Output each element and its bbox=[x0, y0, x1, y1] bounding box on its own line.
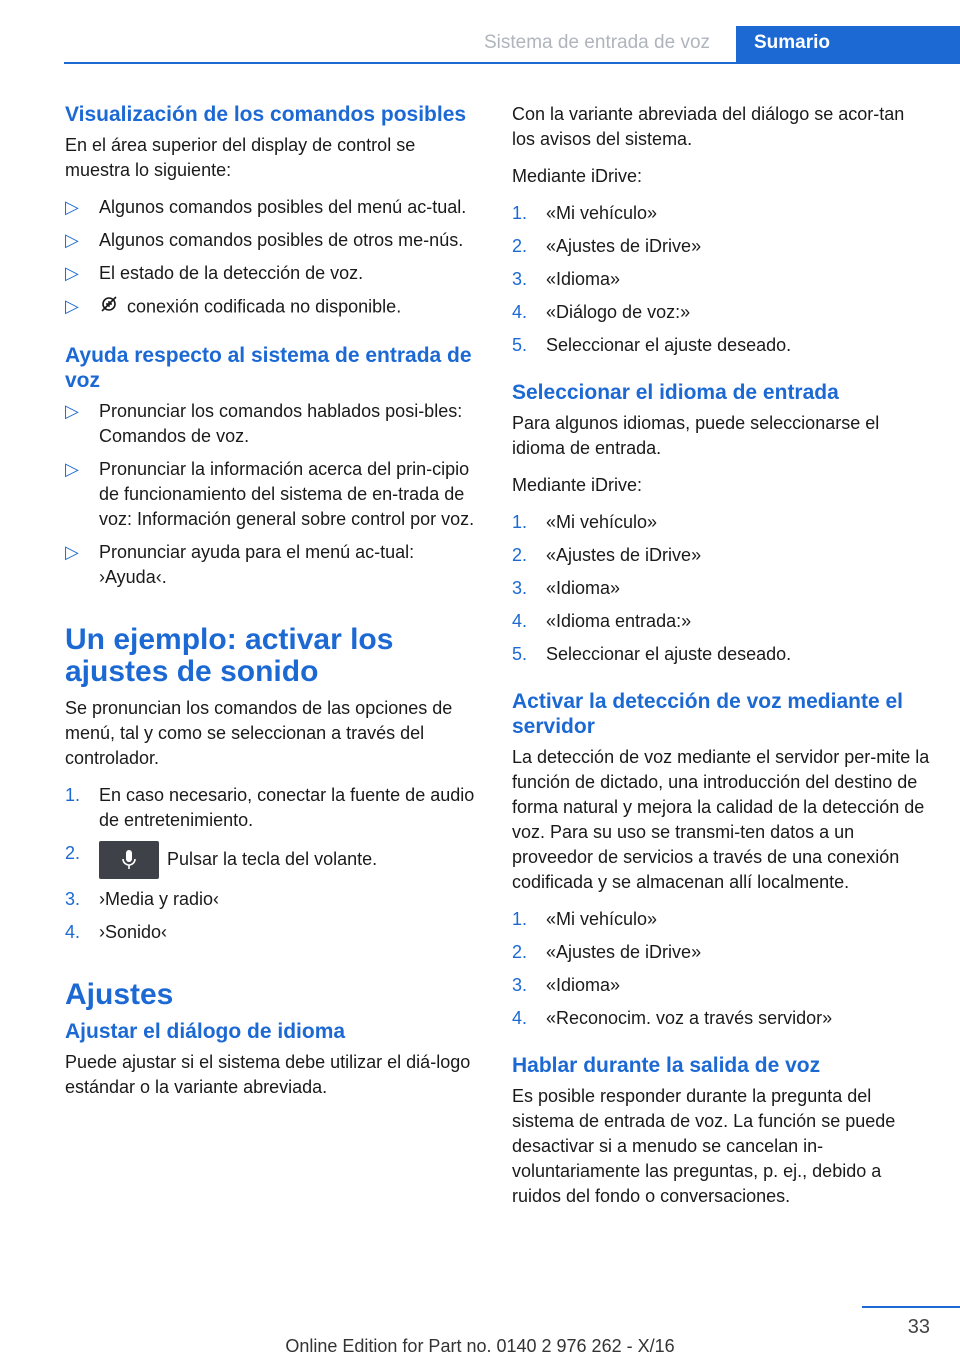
bullet-list bbox=[65, 399, 477, 590]
paragraph: La detección de voz mediante el servidor per‐mite la función de dictado, una introducción del destino de forma natural y mejora la calidad de la detección de voz. Para su uso se transmi‐ten datos a un proveedor de servicios a través de una conexión codificada y se almacenan allí localmente. bbox=[512, 747, 930, 892]
list-item: 4. «Diálogo de voz:» bbox=[512, 302, 691, 322]
paragraph: Con la variante abreviada del diálogo se acor‐tan los avisos del sistema. bbox=[512, 104, 905, 149]
paragraph: Mediante iDrive: bbox=[512, 166, 643, 186]
list-item: 3. «Idioma» bbox=[512, 578, 621, 598]
triangle-bullet-icon: ▷ bbox=[65, 230, 79, 250]
triangle-bullet-icon: ▷ bbox=[65, 401, 79, 421]
numbered-list bbox=[512, 907, 930, 1031]
section-heading: Hablar durante la salida de voz bbox=[512, 1054, 821, 1077]
list-item: 3. ›Media y radio‹ bbox=[65, 889, 220, 909]
list-item: 3. «Idioma» bbox=[512, 269, 621, 289]
header-tab-sumario[interactable]: Sumario bbox=[736, 26, 960, 62]
section-heading: Ayuda respecto al sistema de entrada de voz bbox=[65, 344, 472, 392]
triangle-bullet-icon: ▷ bbox=[65, 459, 79, 479]
section-heading: Seleccionar el idioma de entrada bbox=[512, 381, 839, 404]
right-column bbox=[512, 102, 930, 1221]
page-number-rule bbox=[862, 1306, 960, 1308]
list-item: 2. Pulsar la tecla del volante. bbox=[65, 841, 477, 879]
list-item: ▷ Algunos comandos posibles del menú ac‐tual. bbox=[65, 195, 477, 220]
list-item: ▷ Algunos comandos posibles de otros me‐nús. bbox=[65, 228, 477, 253]
list-item: 3. «Idioma» bbox=[512, 975, 621, 995]
section-heading: Visualización de los comandos posibles bbox=[65, 103, 467, 126]
list-item: 4. «Reconocim. voz a través servidor» bbox=[512, 1008, 833, 1028]
numbered-list bbox=[512, 510, 930, 667]
section-heading: Activar la detección de voz mediante el servidor bbox=[512, 690, 903, 738]
header-rule bbox=[64, 62, 960, 64]
bullet-list bbox=[65, 195, 477, 321]
footer-edition: Online Edition for Part no. 0140 2 976 262 - X/16 bbox=[285, 1336, 675, 1356]
chapter-heading: Ajustes bbox=[65, 978, 174, 1011]
paragraph: Es posible responder durante la pregunta del sistema de entrada de voz. La función se puede desactivar si a menudo se cancelan in‐voluntariamente las preguntas, p. ej., debido a ruidos del fondo o conversaciones. bbox=[512, 1086, 896, 1206]
list-item: 4. «Idioma entrada:» bbox=[512, 611, 692, 631]
list-item: 1. «Mi vehículo» bbox=[512, 512, 658, 532]
list-item: 4. ›Sonido‹ bbox=[65, 922, 168, 942]
paragraph: Mediante iDrive: bbox=[512, 475, 643, 495]
list-item: ▷ Pronunciar ayuda para el menú ac‐tual: ›Ayuda‹. bbox=[65, 542, 415, 587]
page-number: 33 bbox=[907, 1316, 930, 1338]
list-item: ▷ Pronunciar los comandos hablados posi‐bles: Comandos de voz. bbox=[65, 401, 463, 446]
list-item: ▷ conexión codificada no disponible. bbox=[65, 294, 477, 321]
triangle-bullet-icon: ▷ bbox=[65, 296, 79, 316]
section-heading: Ajustar el diálogo de idioma bbox=[65, 1020, 346, 1043]
paragraph: Se pronuncian los comandos de las opciones de menú, tal y como se seleccionan a través del controlador. bbox=[65, 698, 453, 768]
list-item: 1. En caso necesario, conectar la fuente de audio de entretenimiento. bbox=[65, 785, 475, 830]
left-column bbox=[65, 102, 477, 1112]
triangle-bullet-icon: ▷ bbox=[65, 542, 79, 562]
triangle-bullet-icon: ▷ bbox=[65, 197, 79, 217]
list-item: 2. «Ajustes de iDrive» bbox=[512, 545, 702, 565]
list-item: 5. Seleccionar el ajuste deseado. bbox=[512, 644, 792, 664]
triangle-bullet-icon: ▷ bbox=[65, 263, 79, 283]
numbered-list bbox=[512, 201, 930, 358]
microphone-key-icon bbox=[99, 841, 159, 879]
chapter-heading: Un ejemplo: activar los ajustes de sonido bbox=[65, 623, 394, 688]
list-item: 2. «Ajustes de iDrive» bbox=[512, 236, 702, 256]
paragraph: Para algunos idiomas, puede seleccionarse el idioma de entrada. bbox=[512, 413, 880, 458]
list-item: 1. «Mi vehículo» bbox=[512, 909, 658, 929]
list-item: 5. Seleccionar el ajuste deseado. bbox=[512, 335, 792, 355]
no-encryption-icon bbox=[99, 294, 119, 321]
header-section-title: Sistema de entrada de voz bbox=[483, 32, 711, 53]
list-item: 2. «Ajustes de iDrive» bbox=[512, 942, 702, 962]
paragraph: Puede ajustar si el sistema debe utilizar el diá‐logo estándar o la variante abreviada. bbox=[65, 1052, 471, 1097]
paragraph: En el área superior del display de control se muestra lo siguiente: bbox=[65, 135, 416, 180]
list-item: ▷ Pronunciar la información acerca del prin‐cipio de funcionamiento del sistema de en‐trada de voz: Información general sobre control por voz. bbox=[65, 459, 475, 529]
list-item: 1. «Mi vehículo» bbox=[512, 203, 658, 223]
numbered-list bbox=[65, 783, 477, 945]
list-item: ▷ El estado de la detección de voz. bbox=[65, 261, 477, 286]
